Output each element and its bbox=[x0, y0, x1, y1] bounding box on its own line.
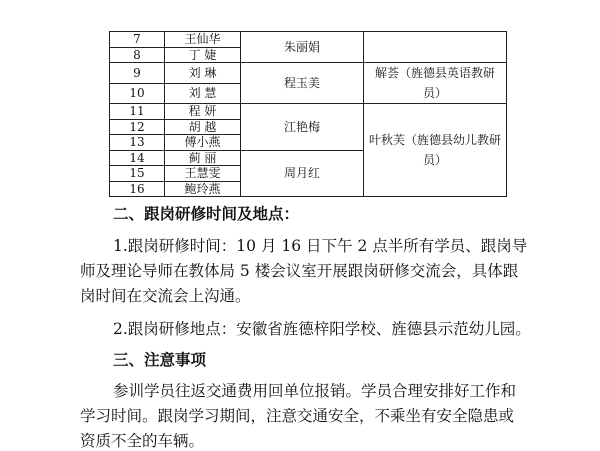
table-row bbox=[110, 63, 507, 84]
paragraph-line: 参训学员往返交通费用回单位报销。学员合理安排好工作和 bbox=[113, 382, 517, 400]
theory-mentor-cell bbox=[364, 32, 507, 63]
table-row bbox=[110, 32, 507, 48]
student-name: 鲍玲燕 bbox=[165, 181, 241, 197]
student-name: 王慧雯 bbox=[165, 166, 241, 182]
student-name: 丁 婕 bbox=[165, 47, 241, 63]
paragraph-line: 资质不全的车辆。 bbox=[80, 432, 205, 450]
paragraph-line: 学习时间。跟岗学习期间，注意交通安全，不乘坐有安全隐患或 bbox=[80, 407, 515, 425]
row-number: 11 bbox=[110, 104, 165, 120]
row-number: 12 bbox=[110, 119, 165, 135]
paragraph-line: 师及理论导师在教体局 5 楼会议室开展跟岗研修交流会，具体跟 bbox=[80, 262, 519, 280]
student-name: 王仙华 bbox=[165, 32, 241, 48]
theory-mentor-cell: 叶秋芙（旌德县幼儿教研员） bbox=[364, 104, 507, 197]
row-number: 13 bbox=[110, 135, 165, 151]
table-row bbox=[110, 104, 507, 120]
student-name: 刘 慧 bbox=[165, 83, 241, 104]
paragraph-line: 2.跟岗研修地点：安徽省旌德梓阳学校、旌德县示范幼儿园。 bbox=[113, 320, 531, 338]
student-name: 胡 越 bbox=[165, 119, 241, 135]
student-name: 程 妍 bbox=[165, 104, 241, 120]
student-name: 刘 琳 bbox=[165, 63, 241, 84]
row-number: 8 bbox=[110, 47, 165, 63]
theory-mentor-cell: 解荟（旌德县英语教研员） bbox=[364, 63, 507, 104]
mentor-cell: 程玉美 bbox=[241, 63, 364, 104]
mentor-cell: 江艳梅 bbox=[241, 104, 364, 151]
row-number: 7 bbox=[110, 32, 165, 48]
row-number: 14 bbox=[110, 150, 165, 166]
row-number: 16 bbox=[110, 181, 165, 197]
mentor-cell: 周月红 bbox=[241, 150, 364, 197]
assignment-table bbox=[109, 31, 507, 197]
paragraph-line: 1.跟岗研修时间：10 月 16 日下午 2 点半所有学员、跟岗导 bbox=[113, 237, 528, 255]
student-name: 傅小燕 bbox=[165, 135, 241, 151]
row-number: 9 bbox=[110, 63, 165, 84]
section-heading: 三、注意事项 bbox=[113, 350, 207, 369]
row-number: 10 bbox=[110, 83, 165, 104]
section-heading: 二、跟岗研修时间及地点： bbox=[113, 204, 300, 223]
row-number: 15 bbox=[110, 166, 165, 182]
student-name: 蓟 丽 bbox=[165, 150, 241, 166]
mentor-cell: 朱丽娟 bbox=[241, 32, 364, 63]
paragraph-line: 岗时间在交流会上沟通。 bbox=[80, 287, 251, 305]
